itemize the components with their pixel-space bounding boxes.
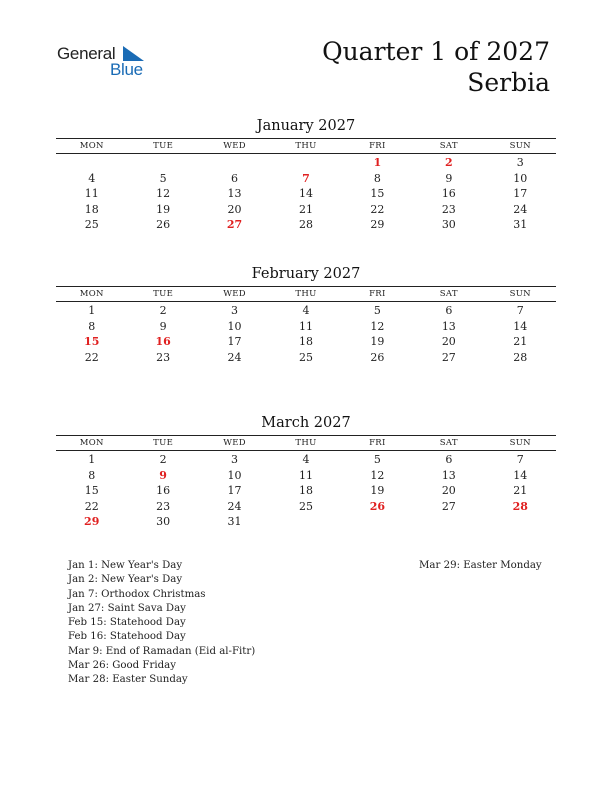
week-row xyxy=(56,334,556,350)
day-cell: 15 xyxy=(370,187,385,201)
day-cell: 24 xyxy=(227,350,242,364)
holiday-day-cell: 26 xyxy=(369,499,386,513)
day-cell: 25 xyxy=(298,350,313,364)
logo xyxy=(57,44,157,84)
day-cell: 28 xyxy=(513,350,528,364)
week-row xyxy=(56,350,556,366)
holiday-day-cell: 27 xyxy=(226,218,243,232)
month-rule-bottom xyxy=(56,450,556,451)
day-cell: 25 xyxy=(84,218,99,232)
day-cell: 13 xyxy=(441,319,456,333)
day-cell: 3 xyxy=(231,453,239,466)
month-rule-bottom xyxy=(56,301,556,302)
day-cell: 14 xyxy=(513,468,528,482)
holiday-entry: Feb 15: Statehood Day xyxy=(68,617,186,629)
weekday-label: TUE xyxy=(153,141,174,151)
week-row xyxy=(56,468,556,484)
day-cell: 10 xyxy=(513,171,528,185)
weekday-header-row xyxy=(56,139,556,153)
day-cell: 13 xyxy=(441,468,456,482)
month-title: February 2027 xyxy=(251,266,361,282)
day-cell: 8 xyxy=(88,468,96,482)
weekday-label: THU xyxy=(295,141,317,151)
day-cell: 29 xyxy=(370,218,385,232)
day-cell: 17 xyxy=(227,484,242,498)
weekday-label: SAT xyxy=(439,438,458,448)
day-cell: 22 xyxy=(84,350,99,364)
day-cell: 1 xyxy=(88,304,96,317)
holiday-entry: Jan 2: New Year's Day xyxy=(68,574,183,586)
month-title: January 2027 xyxy=(256,118,356,134)
week-row xyxy=(56,217,556,233)
day-cell: 27 xyxy=(441,350,456,364)
week-row xyxy=(56,303,556,319)
month-rule-bottom xyxy=(56,153,556,154)
week-row xyxy=(56,202,556,218)
day-cell: 31 xyxy=(227,515,242,529)
day-cell: 14 xyxy=(298,187,313,201)
day-cell: 26 xyxy=(156,218,171,232)
day-cell: 8 xyxy=(88,319,96,333)
day-cell: 27 xyxy=(441,499,456,513)
day-cell: 9 xyxy=(159,319,167,333)
day-cell: 3 xyxy=(231,304,239,317)
holiday-entry: Feb 16: Statehood Day xyxy=(68,631,186,643)
day-cell: 22 xyxy=(84,499,99,513)
day-cell: 22 xyxy=(370,202,385,216)
day-cell: 7 xyxy=(516,304,524,317)
logo-general-text: General xyxy=(57,44,116,63)
day-cell: 7 xyxy=(516,453,524,466)
day-cell: 18 xyxy=(84,202,99,216)
day-cell: 10 xyxy=(227,468,242,482)
weekday-label: TUE xyxy=(153,438,174,448)
day-cell: 17 xyxy=(227,335,242,349)
holiday-entry: Mar 26: Good Friday xyxy=(68,660,176,672)
month-block xyxy=(56,116,556,232)
weekday-label: THU xyxy=(295,289,317,299)
day-cell: 19 xyxy=(370,484,385,498)
holiday-day-cell: 15 xyxy=(84,335,100,349)
week-row xyxy=(56,155,556,171)
holiday-entry: Mar 9: End of Ramadan (Eid al-Fitr) xyxy=(68,645,256,657)
day-cell: 28 xyxy=(298,218,313,232)
day-cell: 14 xyxy=(513,319,528,333)
month-title: March 2027 xyxy=(261,415,351,431)
day-cell: 12 xyxy=(370,468,385,482)
weekday-label: MON xyxy=(79,438,104,448)
day-cell: 9 xyxy=(445,171,453,185)
day-cell: 12 xyxy=(370,319,385,333)
day-cell: 30 xyxy=(441,218,456,232)
day-cell: 18 xyxy=(298,335,313,349)
weekday-label: FRI xyxy=(369,141,386,151)
holiday-day-cell: 28 xyxy=(512,499,528,513)
weekday-label: SAT xyxy=(439,289,458,299)
day-cell: 24 xyxy=(513,202,528,216)
day-cell xyxy=(413,514,484,530)
day-cell: 23 xyxy=(156,499,171,513)
holiday-entry: Jan 1: New Year's Day xyxy=(68,560,183,571)
day-cell: 1 xyxy=(88,453,96,466)
day-cell xyxy=(270,155,341,171)
day-cell: 19 xyxy=(370,335,385,349)
day-cell: 11 xyxy=(298,468,313,482)
weekday-label: MON xyxy=(79,289,104,299)
weekday-label: WED xyxy=(223,141,246,151)
day-cell: 4 xyxy=(88,171,96,185)
day-cell: 25 xyxy=(298,499,313,513)
title-country: Serbia xyxy=(467,68,550,97)
day-cell: 26 xyxy=(370,350,385,364)
weekday-label: MON xyxy=(79,141,104,151)
day-cell: 15 xyxy=(84,484,99,498)
day-cell: 16 xyxy=(156,484,171,498)
page-title xyxy=(322,36,550,98)
day-cell xyxy=(270,514,341,530)
weekday-label: SUN xyxy=(509,289,531,299)
day-cell: 4 xyxy=(302,453,310,466)
day-cell: 2 xyxy=(159,453,167,466)
day-cell: 21 xyxy=(513,335,528,349)
week-row xyxy=(56,514,556,530)
day-cell: 18 xyxy=(298,484,313,498)
day-cell: 30 xyxy=(156,515,171,529)
holiday-entry: Jan 7: Orthodox Christmas xyxy=(68,588,206,600)
day-cell: 21 xyxy=(513,484,528,498)
day-cell: 11 xyxy=(84,187,99,201)
holiday-entry: Mar 29: Easter Monday xyxy=(419,560,542,571)
month-block xyxy=(56,413,556,529)
weekday-label: FRI xyxy=(369,289,386,299)
holiday-day-cell: 9 xyxy=(159,468,167,482)
day-cell xyxy=(56,155,127,171)
holiday-day-cell: 1 xyxy=(373,156,382,169)
day-cell: 13 xyxy=(227,187,242,201)
week-row xyxy=(56,452,556,468)
week-row xyxy=(56,171,556,187)
day-cell: 23 xyxy=(156,350,171,364)
week-row xyxy=(56,499,556,515)
weekday-label: WED xyxy=(223,438,246,448)
day-cell: 8 xyxy=(373,171,381,185)
weekday-label: THU xyxy=(295,438,317,448)
day-cell xyxy=(199,155,270,171)
weekday-label: FRI xyxy=(369,438,386,448)
day-cell: 3 xyxy=(516,156,524,169)
week-row xyxy=(56,186,556,202)
day-cell: 6 xyxy=(445,304,453,317)
holiday-day-cell: 7 xyxy=(302,171,310,185)
weekday-header-row xyxy=(56,436,556,450)
day-cell: 20 xyxy=(441,484,456,498)
day-cell: 20 xyxy=(441,335,456,349)
holiday-entry: Jan 27: Saint Sava Day xyxy=(68,602,186,614)
day-cell: 11 xyxy=(298,319,313,333)
day-cell: 6 xyxy=(231,171,239,185)
day-cell: 5 xyxy=(373,453,381,466)
weekday-label: SAT xyxy=(439,141,458,151)
week-row xyxy=(56,319,556,335)
day-cell: 16 xyxy=(441,187,456,201)
day-cell: 4 xyxy=(302,304,310,317)
day-cell: 23 xyxy=(441,202,456,216)
day-cell xyxy=(127,155,198,171)
week-row xyxy=(56,483,556,499)
day-cell: 5 xyxy=(373,304,381,317)
day-cell xyxy=(485,514,556,530)
holiday-day-cell: 2 xyxy=(444,156,453,169)
weekday-label: WED xyxy=(223,289,246,299)
weekday-header-row xyxy=(56,287,556,301)
logo-blue-text: Blue xyxy=(110,60,143,79)
day-cell xyxy=(342,514,413,530)
day-cell: 12 xyxy=(156,187,171,201)
day-cell: 5 xyxy=(159,171,167,185)
holiday-entry: Mar 28: Easter Sunday xyxy=(68,674,188,686)
weekday-label: SUN xyxy=(509,141,531,151)
holiday-day-cell: 16 xyxy=(155,335,171,349)
month-block xyxy=(56,264,556,364)
holiday-list-right xyxy=(419,559,542,573)
day-cell: 2 xyxy=(159,304,167,317)
day-cell: 10 xyxy=(227,319,242,333)
day-cell: 19 xyxy=(156,202,171,216)
holiday-list-left xyxy=(68,559,255,688)
day-cell: 21 xyxy=(298,202,313,216)
day-cell: 6 xyxy=(445,453,453,466)
weekday-label: TUE xyxy=(153,289,174,299)
day-cell: 20 xyxy=(227,202,242,216)
weekday-label: SUN xyxy=(509,438,531,448)
holiday-day-cell: 29 xyxy=(84,515,100,529)
day-cell: 31 xyxy=(513,218,528,232)
day-cell: 24 xyxy=(227,499,242,513)
title-quarter: Quarter 1 of 2027 xyxy=(322,37,550,66)
day-cell: 17 xyxy=(513,187,528,201)
